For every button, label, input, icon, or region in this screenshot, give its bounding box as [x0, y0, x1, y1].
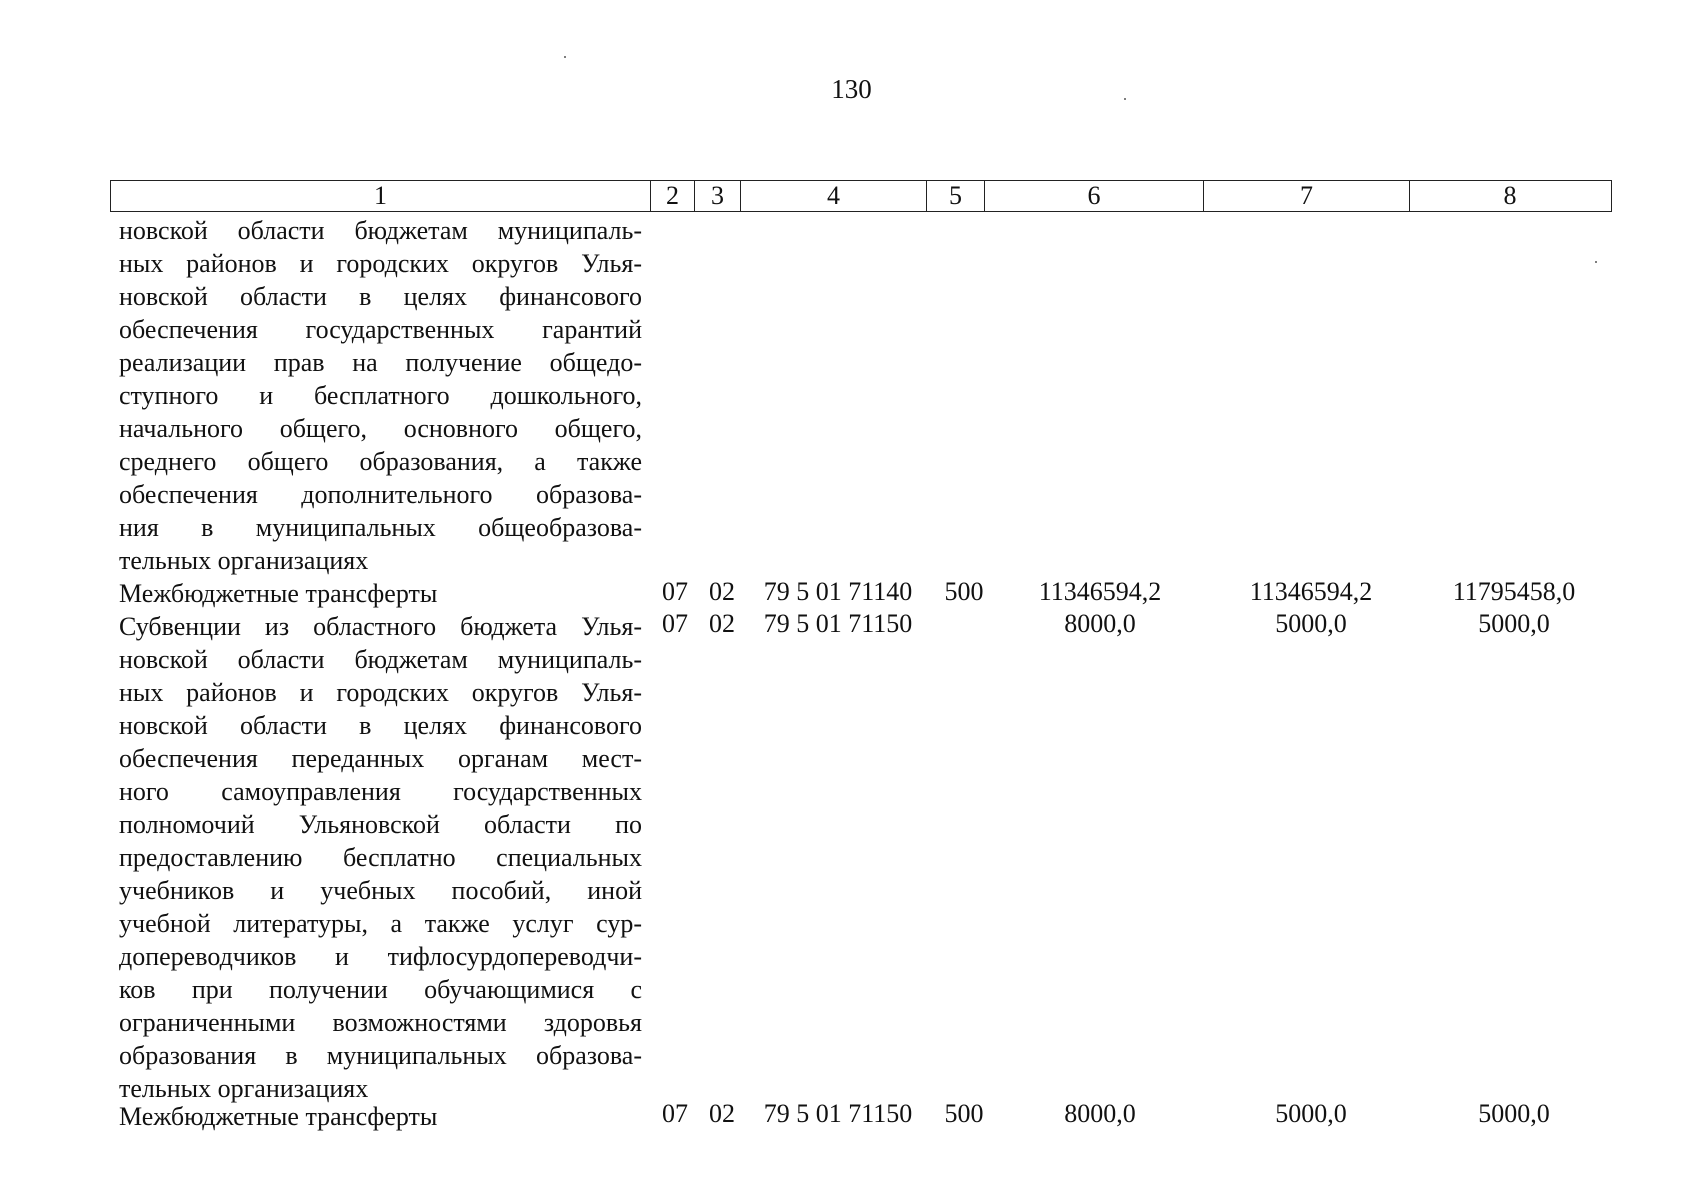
row-label: Межбюджетные трансферты — [119, 579, 438, 608]
description-line: ного самоуправления государственных — [119, 777, 642, 806]
description-line: предоставлению бесплатно специальных — [119, 843, 642, 872]
description-line: среднего общего образования, а также — [119, 447, 642, 476]
description-line: учебников и учебных пособий, иной — [119, 876, 642, 905]
row2-col-3: 02 — [709, 609, 735, 638]
row1-col-5: 500 — [944, 577, 984, 606]
description-line: новской области бюджетам муниципаль- — [119, 645, 642, 674]
header-col-2: 2 — [650, 181, 694, 211]
description-line: тельных организациях — [119, 1074, 369, 1103]
header-col-1: 1 — [374, 181, 387, 210]
row2-col-4: 79 5 01 71150 — [763, 609, 913, 638]
item-description — [119, 610, 642, 1105]
row3-label — [119, 1100, 642, 1133]
row1-col-8: 11795458,0 — [1452, 577, 1576, 606]
description-line: учебной литературы, а также услуг сур- — [119, 909, 642, 938]
row1-col-2: 07 — [662, 577, 688, 606]
scan-speck — [564, 56, 566, 58]
row2-col-7: 5000,0 — [1275, 609, 1347, 638]
row2-col-6: 8000,0 — [1064, 609, 1136, 638]
description-line: обеспечения дополнительного образова- — [119, 480, 642, 509]
item-description-continued — [119, 214, 642, 577]
description-line: новской области в целях финансового — [119, 711, 642, 740]
header-col-8: 8 — [1409, 181, 1610, 211]
description-line: ных районов и городских округов Улья- — [119, 678, 642, 707]
row3-col-6: 8000,0 — [1064, 1099, 1136, 1128]
row3-col-3: 02 — [709, 1099, 735, 1128]
description-line: ограниченными возможностями здоровья — [119, 1008, 642, 1037]
header-col-5: 5 — [926, 181, 984, 211]
row3-col-4: 79 5 01 71150 — [763, 1099, 913, 1128]
description-line: допереводчиков и тифлосурдопереводчи- — [119, 942, 642, 971]
row3-col-8: 5000,0 — [1478, 1099, 1550, 1128]
row-label: Межбюджетные трансферты — [119, 1102, 438, 1131]
description-line: новской области в целях финансового — [119, 282, 642, 311]
row3-col-5: 500 — [944, 1099, 984, 1128]
description-line: Субвенции из областного бюджета Улья- — [119, 612, 642, 641]
row1-col-6: 11346594,2 — [1038, 577, 1162, 606]
row1-col-3: 02 — [709, 577, 735, 606]
row1-col-7: 11346594,2 — [1249, 577, 1373, 606]
row1-col-4: 79 5 01 71140 — [763, 577, 913, 606]
page-number: 130 — [831, 74, 872, 104]
description-line: реализации прав на получение общедо- — [119, 348, 642, 377]
scan-speck — [1124, 98, 1126, 100]
description-line: обеспечения переданных органам мест- — [119, 744, 642, 773]
header-col-3: 3 — [694, 181, 740, 211]
row3-col-2: 07 — [662, 1099, 688, 1128]
description-line: обеспечения государственных гарантий — [119, 315, 642, 344]
scan-speck — [1595, 261, 1597, 263]
description-line: ступного и бесплатного дошкольного, — [119, 381, 642, 410]
description-line: ния в муниципальных общеобразова- — [119, 513, 642, 542]
description-line: образования в муниципальных образова- — [119, 1041, 642, 1070]
header-col-7: 7 — [1203, 181, 1409, 211]
row2-col-8: 5000,0 — [1478, 609, 1550, 638]
description-line: новской области бюджетам муниципаль- — [119, 216, 642, 245]
description-line: ков при получении обучающимися с — [119, 975, 642, 1004]
header-col-4: 4 — [740, 181, 926, 211]
table-header-row — [110, 180, 1612, 212]
row1-label — [119, 577, 642, 610]
row3-col-7: 5000,0 — [1275, 1099, 1347, 1128]
description-line: тельных организациях — [119, 546, 369, 575]
description-line: полномочий Ульяновской области по — [119, 810, 642, 839]
description-line: начального общего, основного общего, — [119, 414, 642, 443]
header-col-6: 6 — [984, 181, 1203, 211]
row2-col-2: 07 — [662, 609, 688, 638]
description-line: ных районов и городских округов Улья- — [119, 249, 642, 278]
